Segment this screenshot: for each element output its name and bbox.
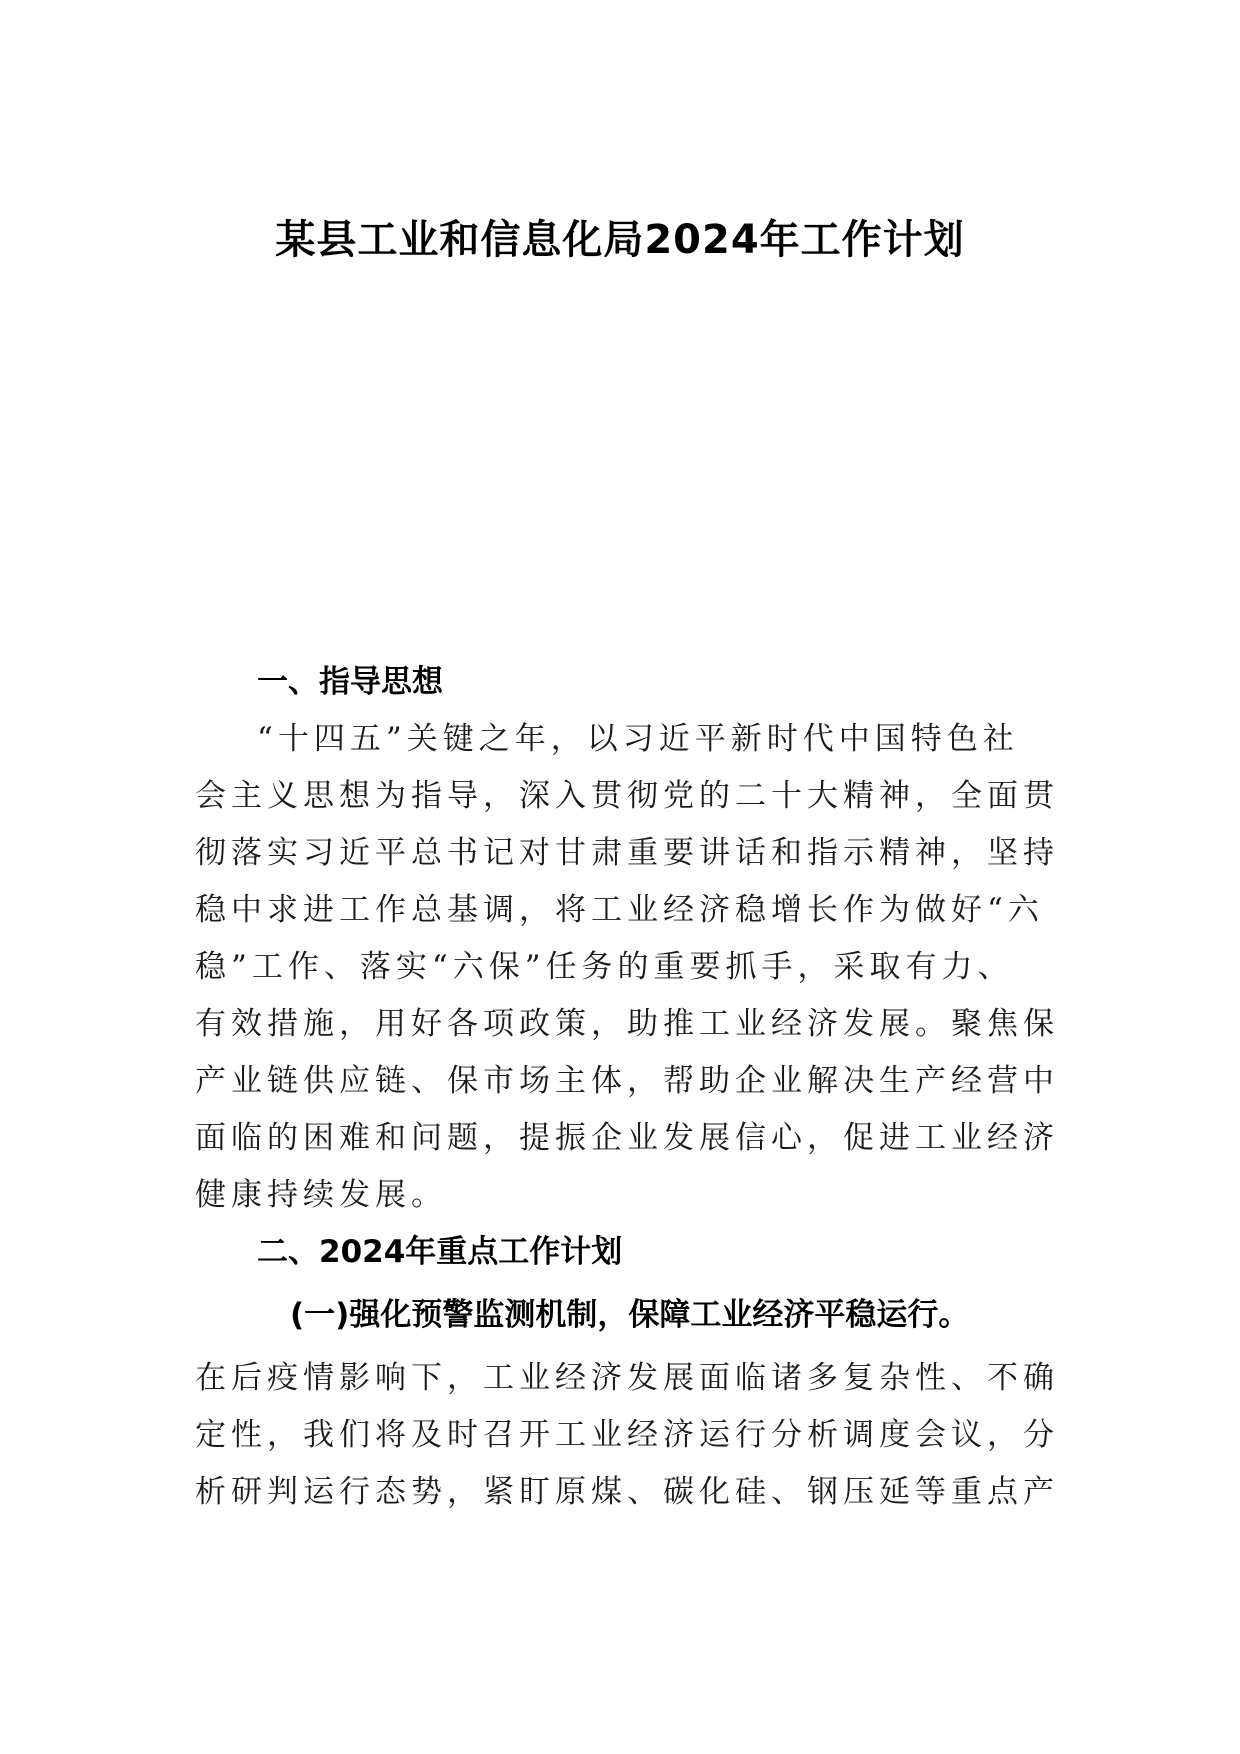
- paragraph-line: 在后疫情影响下，工业经济发展面临诸多复杂性、不确: [195, 1360, 1059, 1396]
- paragraph-line: 析研判运行态势，紧盯原煤、碳化硅、钢压延等重点产: [195, 1474, 1059, 1510]
- paragraph-line: 会主义思想为指导，深入贯彻党的二十大精神，全面贯: [195, 778, 1059, 814]
- section-paragraph-guiding-ideology: [195, 711, 1059, 1224]
- paragraph-line: 稳中求进工作总基调，将工业经济稳增长作为做好“六: [195, 892, 1044, 928]
- paragraph-line: 面临的困难和问题，提振企业发展信心，促进工业经济: [195, 1120, 1059, 1156]
- paragraph-line: 健康持续发展。: [195, 1177, 447, 1213]
- paragraph-line: 稳”工作、落实“六保”任务的重要抓手，采取有力、: [195, 949, 1014, 985]
- document-body: [195, 654, 1059, 1521]
- subsection-heading-warning-monitoring: (一)强化预警监测机制，保障工业经济平稳运行。: [290, 1297, 970, 1333]
- section-heading-guiding-ideology: 一、指导思想: [257, 664, 443, 700]
- paragraph-line: 彻落实习近平总书记对甘肃重要讲话和指示精神，坚持: [195, 835, 1059, 871]
- paragraph-line: 产业链供应链、保市场主体，帮助企业解决生产经营中: [195, 1063, 1059, 1099]
- paragraph-line: “十四五”关键之年，以习近平新时代中国特色社: [257, 721, 1019, 757]
- section-heading-work-plan: 二、2024年重点工作计划: [257, 1234, 623, 1270]
- document-title: 某县工业和信息化局2024年工作计划: [275, 217, 965, 263]
- paragraph-line: 定性，我们将及时召开工业经济运行分析调度会议，分: [195, 1417, 1059, 1453]
- paragraph-line: 有效措施，用好各项政策，助推工业经济发展。聚焦保: [195, 1006, 1059, 1042]
- section-paragraph-warning-monitoring: [195, 1350, 1059, 1521]
